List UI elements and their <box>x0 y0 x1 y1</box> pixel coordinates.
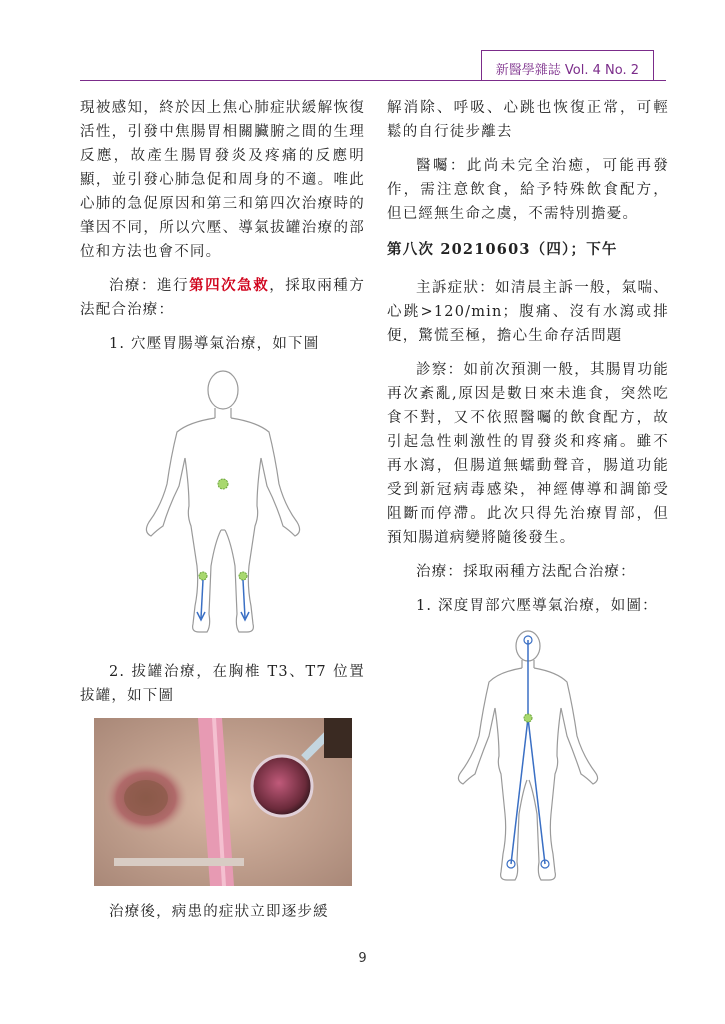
page-number: 9 <box>358 951 367 966</box>
right-paragraph-1: 解消除、呼吸、心跳也恢復正常，可輕鬆的自行徒步離去 <box>387 100 669 140</box>
body-diagram-acupressure <box>133 366 313 646</box>
stomach-acupressure-caption: 1. 深度胃部穴壓導氣治療，如圖： <box>416 598 658 614</box>
treatment-label: 治療：進行 <box>109 278 190 294</box>
acupoint-abdomen <box>218 479 228 489</box>
header-rule <box>80 80 666 81</box>
suction-cup <box>252 756 312 816</box>
treatment-paragraph <box>80 274 365 322</box>
acupressure-caption: 1. 穴壓胃腸導氣治療，如下圖 <box>109 336 320 352</box>
diagnosis: 診察：如前次預測一般，其腸胃功能再次紊亂,原因是數日來未進食，突然吃食不對，又不依照醫囑的飲食配方，故引起急性刺激性的胃發炎和疼痛。雖不再水瀉，但腸道無蠕動聲音，腸道功能受到新冠病毒感染，神經傳導和調節受阻斷而停滯。此次只得先治療胃部，但預知腸道病變將隨後發生。 <box>387 362 669 546</box>
acupoint-left-leg <box>199 572 207 580</box>
body-diagram-stomach <box>443 628 613 888</box>
treatment-rest: ，採取兩種方法配合治療： <box>80 278 366 318</box>
journal-title: 新醫學雜誌 Vol. 4 No. 2 <box>495 63 639 78</box>
left-column <box>80 96 365 934</box>
meridian-line-right <box>528 718 545 864</box>
cupping-photo <box>94 718 352 886</box>
treatment-methods: 治療：採取兩種方法配合治療： <box>416 564 636 580</box>
arrow-left-leg <box>201 580 203 618</box>
left-paragraph-1: 現被感知，終於因上焦心肺症狀緩解恢復活性，引發中焦腸胃相關臟腑之間的生理反應，故產生腸胃發炎及疼痛的反應明顯，並引發心肺急促和周身的不適。唯此心肺的急促原因和第三和第四次治療時的肇因不同，所以穴壓、導氣拔罐治療的部位和方法也會不同。 <box>80 100 365 260</box>
meridian-line-left <box>511 718 528 864</box>
session-heading: 第八次 20210603（四）；下午 <box>387 241 618 258</box>
after-treatment-text: 治療後，病患的症狀立即逐步緩 <box>109 904 329 920</box>
chief-complaint: 主訴症狀：如清晨主訴一般，氣喘、心跳>120/min；腹痛、沒有水瀉或排便，驚慌至極，擔心生命存活問題 <box>387 280 669 344</box>
cupping-caption: 2. 拔罐治療，在胸椎 T3、T7 位置拔罐，如下圖 <box>80 664 365 704</box>
acupoint-right-leg <box>239 572 247 580</box>
right-column <box>387 96 669 902</box>
emergency-label: 第四次急救 <box>189 277 270 294</box>
cupping-mark <box>124 780 168 816</box>
acupoint-stomach <box>524 714 532 722</box>
arrow-right-leg <box>243 580 245 618</box>
medical-advice: 醫囑：此尚未完全治癒，可能再發作，需注意飲食，給予特殊飲食配方，但已經無生命之虞，不需特別擔憂。 <box>387 158 669 222</box>
